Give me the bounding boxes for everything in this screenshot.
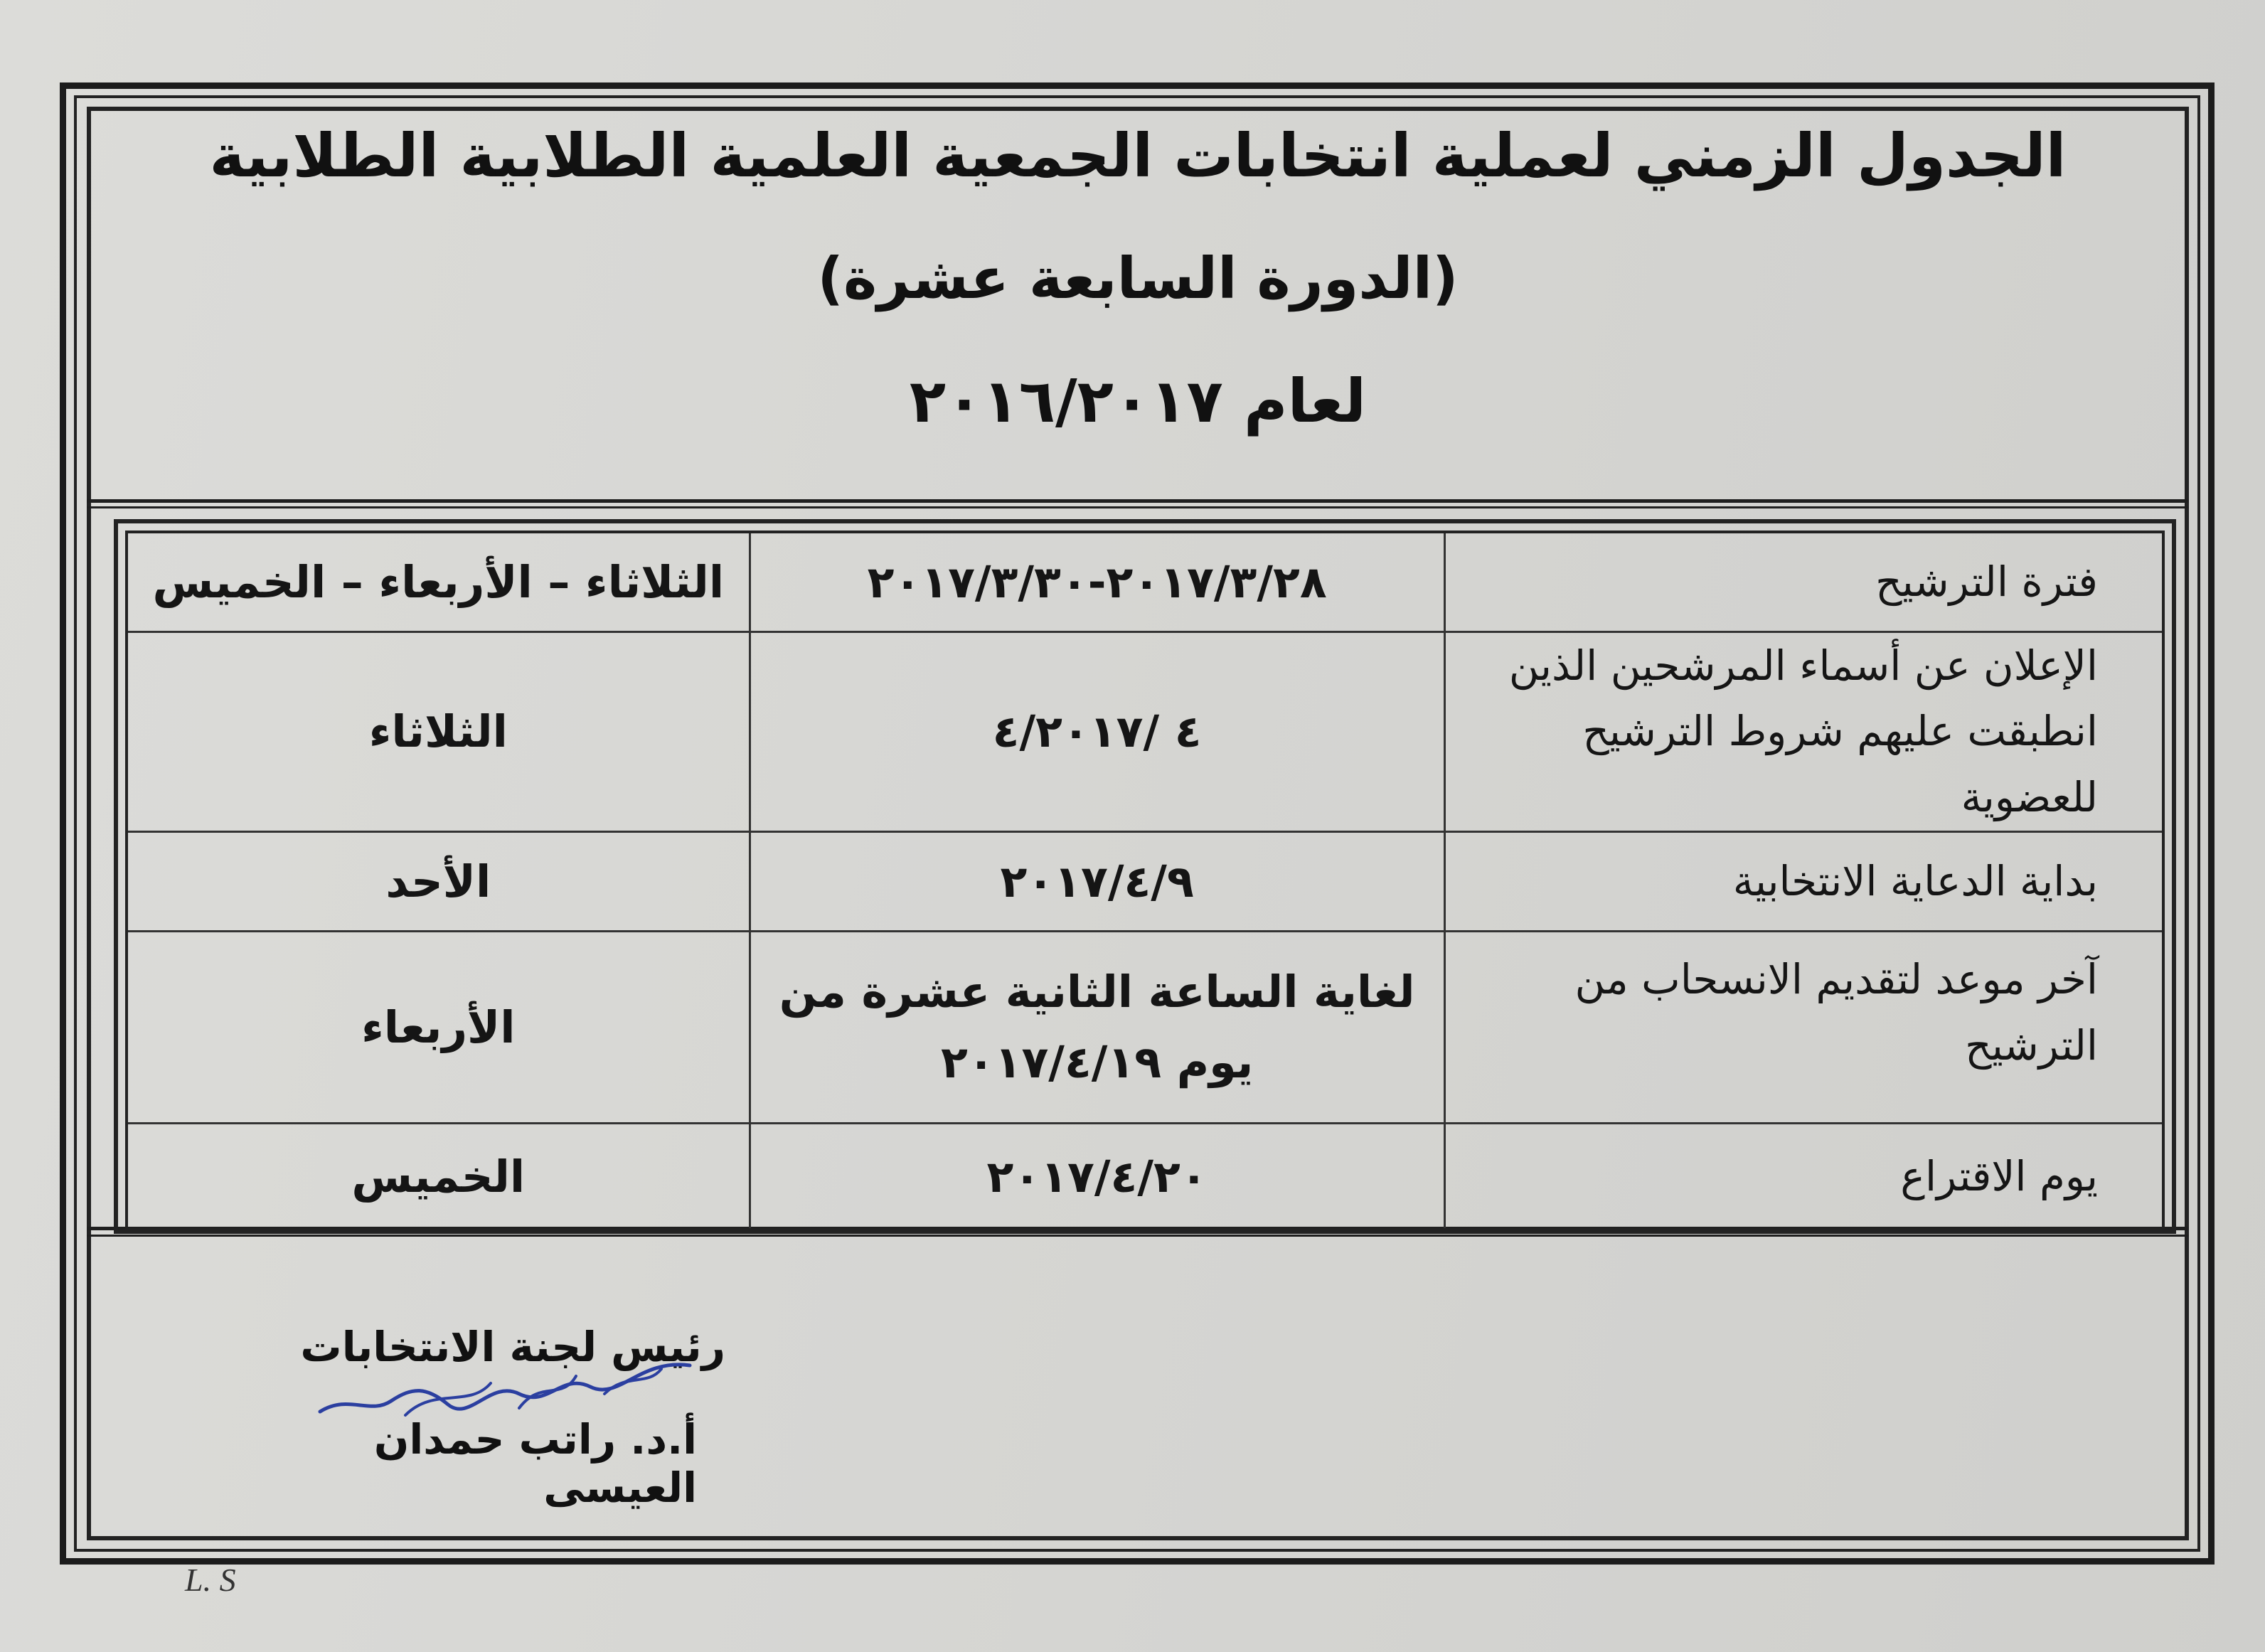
event-cell: الإعلان عن أسماء المرشحين الذين انطبقت عليهم شروط الترشيح للعضوية xyxy=(1444,632,2163,831)
event-cell: يوم الاقتراع xyxy=(1444,1123,2163,1230)
header-divider-thin xyxy=(87,506,2189,508)
header-divider xyxy=(87,499,2189,503)
document-year: لعام ٢٠١٦/٢٠١٧ xyxy=(909,366,1367,436)
date-cell: ٢٠١٧/٤/٢٠ xyxy=(750,1123,1444,1230)
schedule-table-frame xyxy=(114,519,2176,1234)
date-cell: ٤ /٤/٢٠١٧ xyxy=(750,632,1444,831)
event-cell: آخر موعد لتقديم الانسحاب من الترشيح xyxy=(1444,931,2163,1123)
event-cell: بداية الدعاية الانتخابية xyxy=(1444,831,2163,931)
footer-initials: L. S xyxy=(185,1562,236,1598)
day-cell: الثلاثاء – الأربعاء – الخميس xyxy=(127,532,750,632)
date-cell: ٢٠١٧/٤/٩ xyxy=(750,831,1444,931)
table-row xyxy=(127,532,2163,632)
table-row xyxy=(127,931,2163,1123)
schedule-table xyxy=(125,531,2165,1231)
table-bottom-divider-thin xyxy=(87,1235,2189,1237)
table-row xyxy=(127,831,2163,931)
document-subtitle: (الدورة السابعة عشرة) xyxy=(817,245,1459,311)
table-row xyxy=(127,1123,2163,1230)
day-cell: الثلاثاء xyxy=(127,632,750,831)
event-cell: فترة الترشيح xyxy=(1444,532,2163,632)
day-cell: الخميس xyxy=(127,1123,750,1230)
date-cell: ٢٠١٧/٣/٢٨-٢٠١٧/٣/٣٠ xyxy=(750,532,1444,632)
date-cell: لغاية الساعة الثانية عشرة من يوم ٢٠١٧/٤/١٩ xyxy=(750,931,1444,1123)
day-cell: الأربعاء xyxy=(127,931,750,1123)
document-title: الجدول الزمني لعملية انتخابات الجمعية العلمية الطلابية الطلابية xyxy=(209,121,2067,191)
signatory-title: رئيس لجنة الانتخابات xyxy=(300,1323,725,1371)
signatory-name: أ.د. راتب حمدان العيسى xyxy=(373,1415,697,1512)
day-cell: الأحد xyxy=(127,831,750,931)
table-row xyxy=(127,632,2163,831)
